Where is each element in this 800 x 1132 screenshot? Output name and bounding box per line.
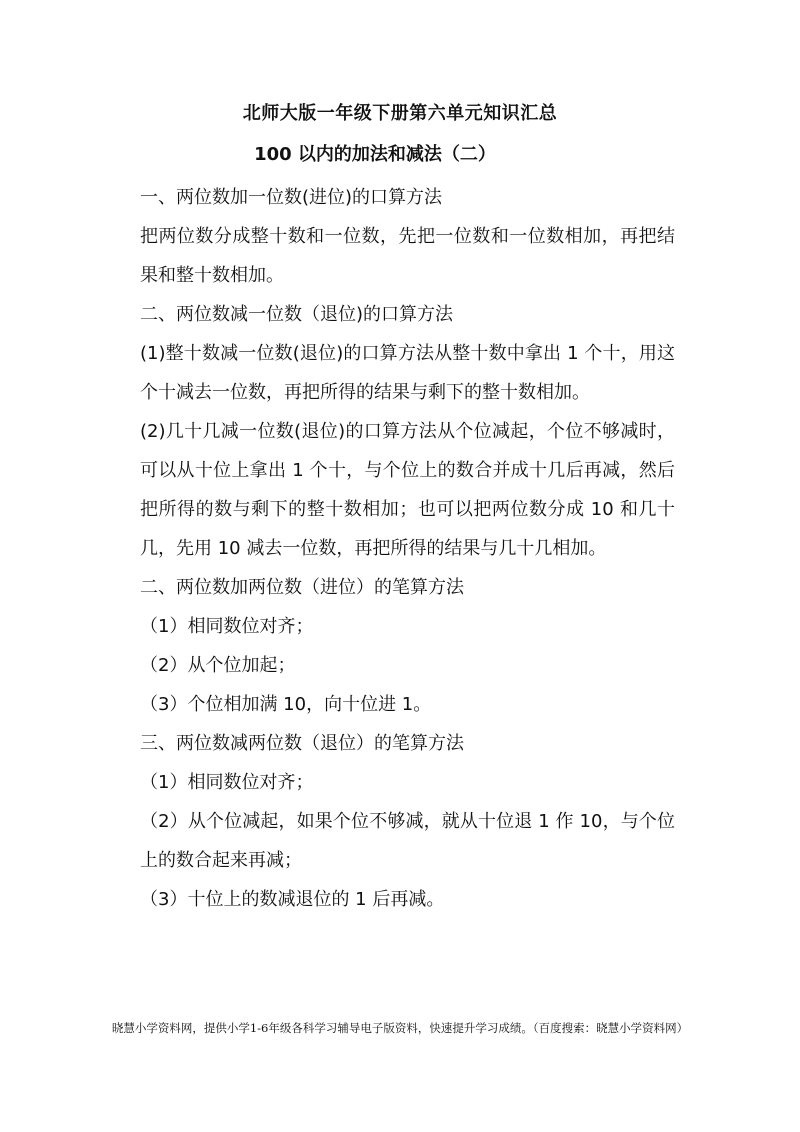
list-item: （1）相同数位对齐； bbox=[140, 616, 314, 637]
list-item: （3）十位上的数减退位的 1 后再减。 bbox=[140, 889, 445, 910]
paragraph: 把两位数分成整十数和一位数，先把一位数和一位数相加，再把结果和整十数相加。 bbox=[140, 226, 675, 286]
list-item: （3）个位相加满 10，向十位进 1。 bbox=[140, 694, 432, 715]
section-heading: 三、两位数减两位数（退位）的笔算方法 bbox=[140, 733, 464, 754]
section-heading: 一、两位数加一位数(进位)的口算方法 bbox=[140, 187, 443, 208]
document-body bbox=[140, 178, 675, 919]
list-item: （1）相同数位对齐； bbox=[140, 772, 314, 793]
section-heading: 二、两位数加两位数（进位）的笔算方法 bbox=[140, 577, 464, 598]
page-subtitle: 100 以内的加法和减法（二） bbox=[254, 144, 496, 165]
section-heading: 二、两位数减一位数（退位)的口算方法 bbox=[140, 304, 454, 325]
paragraph: (2)几十几减一位数(退位)的口算方法从个位减起，个位不够减时，可以从十位上拿出 1 个十，与个位上的数合并成十几后再减，然后把所得的数与剩下的整十数相加；也可以把两位数分成 10 和几十几，先用 10 减去一位数，再把所得的结果与几十几相加。 bbox=[140, 421, 675, 559]
page-footer: 晓慧小学资料网，提供小学1-6年级各科学习辅导电子版资料，快速提升学习成绩。（百度搜索：晓慧小学资料网） bbox=[111, 1021, 689, 1035]
list-item: （2）从个位减起，如果个位不够减，就从十位退 1 作 10，与个位上的数合起来再减； bbox=[140, 811, 675, 871]
list-item: （2）从个位加起； bbox=[140, 655, 296, 676]
paragraph: (1)整十数减一位数(退位)的口算方法从整十数中拿出 1 个十，用这个十减去一位数，再把所得的结果与剩下的整十数相加。 bbox=[140, 343, 675, 403]
page-title: 北师大版一年级下册第六单元知识汇总 bbox=[242, 103, 558, 124]
